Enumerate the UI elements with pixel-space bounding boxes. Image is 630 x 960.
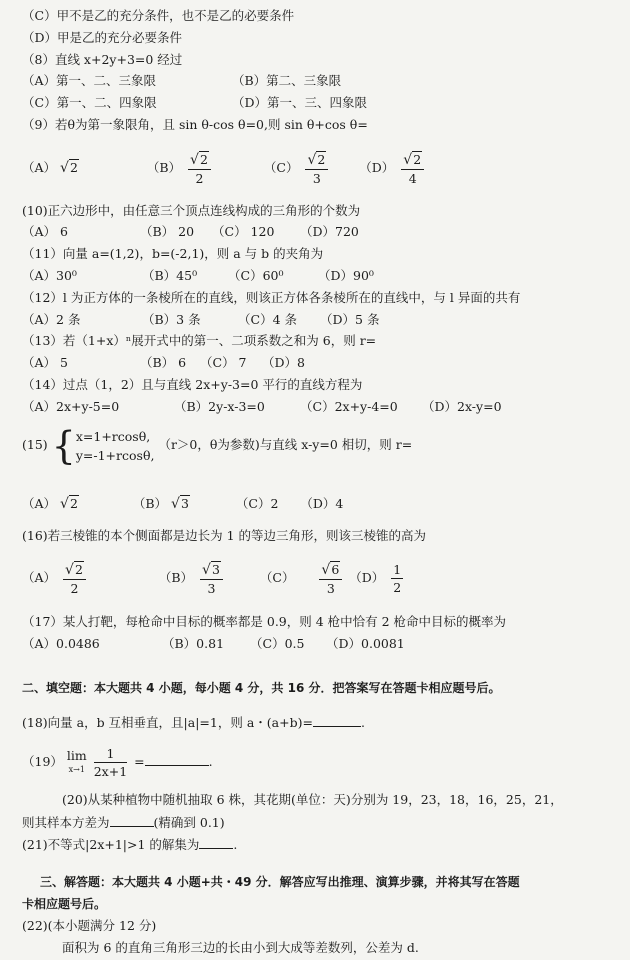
q10-option-d: （D）720 (300, 224, 359, 239)
question-11: （11）向量 a=(1,2)，b=(-2,1)，则 a 与 b 的夹角为 (22, 246, 324, 261)
question-21: (21)不等式|2x+1|>1 的解集为 . (22, 837, 238, 852)
q16-option-d-value: $\frac{1}{2}$ (393, 562, 402, 595)
q14-option-a: （A）2x+y-5=0 (22, 399, 120, 414)
q12-option-d: （D）5 条 (320, 312, 380, 327)
q12-option-a: （A）2 条 (22, 312, 81, 327)
q15-option-d: （D）4 (300, 496, 344, 511)
q17-option-a: （A）0.0486 (22, 636, 100, 651)
q16-option-a-value: $\frac{√2}{2}$ (63, 561, 86, 597)
answer-blank-19 (145, 753, 209, 766)
question-16: (16)若三棱锥的本个侧面都是边长为 1 的等边三角形，则该三棱锥的高为 (22, 528, 427, 543)
answer-blank-21 (199, 836, 233, 849)
question-22: (22)(本小题满分 12 分) (22, 918, 157, 933)
q9-option-b-label: （B） (146, 160, 182, 175)
q16-option-c-value: $\frac{√6}{3}$ (319, 561, 342, 597)
q15-option-a-value: √2 (60, 496, 78, 512)
answer-blank-18 (313, 714, 361, 727)
q15-option-a-label: （A） (22, 496, 57, 511)
question-22-text: 面积为 6 的直角三角形三边的长由小到大成等差数列，公差为 d. (62, 940, 419, 955)
q15-number: (15) (22, 437, 48, 452)
question-13: （13）若（1+x）ⁿ展开式中的第一、二项系数之和为 6，则 r= (22, 333, 377, 348)
q9-options (22, 150, 427, 187)
q16-options (22, 560, 406, 597)
question-17: （17）某人打靶，每枪命中目标的概率都是 0.9，则 4 枪中恰有 2 枪命中目标的概率为 (22, 614, 507, 629)
q11-option-a: （A）30⁰ (22, 268, 77, 283)
q14-option-d: （D）2x-y=0 (422, 399, 502, 414)
q16-option-b-label: （B） (158, 570, 194, 585)
q15-parametric-system: x=1+rcosθ, y=-1+rcosθ, (75, 428, 155, 463)
q16-option-b-value: $\frac{√3}{3}$ (200, 561, 223, 597)
q17-option-b: （B）0.81 (162, 636, 225, 651)
q9-option-c-value: $\frac{√2}{3}$ (305, 151, 328, 187)
q13-option-d: （D）8 (262, 355, 305, 370)
answer-blank-20 (110, 814, 154, 827)
q8-option-b: （B）第二、三象限 (232, 73, 342, 88)
q16-option-a-label: （A） (22, 570, 57, 585)
q15-condition: （r＞0，θ为参数)与直线 x-y=0 相切，则 r= (158, 437, 413, 452)
q8-option-d: （D）第一、三、四象限 (232, 95, 368, 110)
q9-option-c-label: （C） (263, 160, 299, 175)
question-20: (20)从某种植物中随机抽取 6 株，其花期(单位：天)分别为 19，23，18，16，25，21， (62, 792, 563, 807)
q10-option-b: （B） 20 (140, 224, 195, 239)
q15-option-c: （C）2 (235, 496, 279, 511)
question-10: (10)正六边形中，由任意三个顶点连线构成的三角形的个数为 (22, 203, 361, 218)
question-9: （9）若θ为第一象限角，且 sin θ-cos θ=0,则 sin θ+cos θ= (22, 117, 368, 132)
q8-option-c: （C）第一、二、四象限 (22, 95, 157, 110)
question-18: (18)向量 a，b 互相垂直，且|a|=1，则 a・(a+b)= . (22, 715, 365, 730)
q9-option-a-value: √2 (60, 160, 78, 176)
question-15 (22, 424, 412, 466)
q15-option-b-label: （B） (132, 496, 168, 511)
question-8: （8）直线 x+2y+3=0 经过 (22, 52, 183, 67)
left-brace: { (51, 423, 76, 468)
q13-option-c: （C） 7 (200, 355, 247, 370)
q9-option-b-value: $\frac{√2}{2}$ (188, 151, 211, 187)
q14-option-c: （C）2x+y-4=0 (300, 399, 398, 414)
question-14: （14）过点（1，2）且与直线 2x+y-3=0 平行的直线方程为 (22, 377, 363, 392)
q8-option-a: （A）第一、二、三象限 (22, 73, 157, 88)
q17-option-c: （C）0.5 (250, 636, 305, 651)
q17-option-d: （D）0.0081 (326, 636, 405, 651)
section-3-heading-cont: 卡相应题号后。 (22, 897, 107, 911)
limit-operator: lim x→1 (66, 747, 87, 774)
question-12: （12）l 为正方体的一条棱所在的直线，则该正方体各条棱所在的直线中，与 l 异面的共有 (22, 290, 521, 305)
option-c-line: （C）甲不是乙的充分条件，也不是乙的必要条件 (22, 8, 295, 23)
q15-options (22, 496, 343, 512)
q11-option-c: （C）60⁰ (228, 268, 284, 283)
q19-fraction: $\frac{1}{2x+1}$ (93, 746, 128, 779)
section-3-heading: 三、解答题：本大题共 4 小题+共・49 分．解答应写出推理、演算步骤，并将其写在答题 (40, 875, 520, 889)
q9-option-d-value: $\frac{√2}{4}$ (401, 151, 424, 187)
q15-option-b-value: √3 (171, 496, 189, 512)
q11-option-d: （D）90⁰ (318, 268, 374, 283)
q14-option-b: （B）2y-x-3=0 (174, 399, 265, 414)
q10-option-a: （A） 6 (22, 224, 68, 239)
q16-option-d-label: （D） (349, 570, 385, 585)
q11-option-b: （B）45⁰ (142, 268, 198, 283)
q12-option-c: （C）4 条 (238, 312, 297, 327)
q9-option-a-label: （A） (22, 160, 57, 175)
q9-option-d-label: （D） (359, 160, 395, 175)
q13-option-a: （A） 5 (22, 355, 68, 370)
q10-option-c: （C） 120 (212, 224, 275, 239)
q16-option-c-label: （C） (259, 570, 295, 585)
q13-option-b: （B） 6 (140, 355, 187, 370)
option-d-line: （D）甲是乙的充分必要条件 (22, 30, 183, 45)
q12-option-b: （B）3 条 (142, 312, 201, 327)
question-20-cont: 则其样本方差为 (精确到 0.1) (22, 815, 225, 830)
question-19: （19） lim x→1 $\frac{1}{2x+1}$ = . (22, 746, 213, 779)
section-2-heading: 二、填空题：本大题共 4 小题，每小题 4 分，共 16 分．把答案写在答题卡相应题号后。 (22, 681, 501, 695)
